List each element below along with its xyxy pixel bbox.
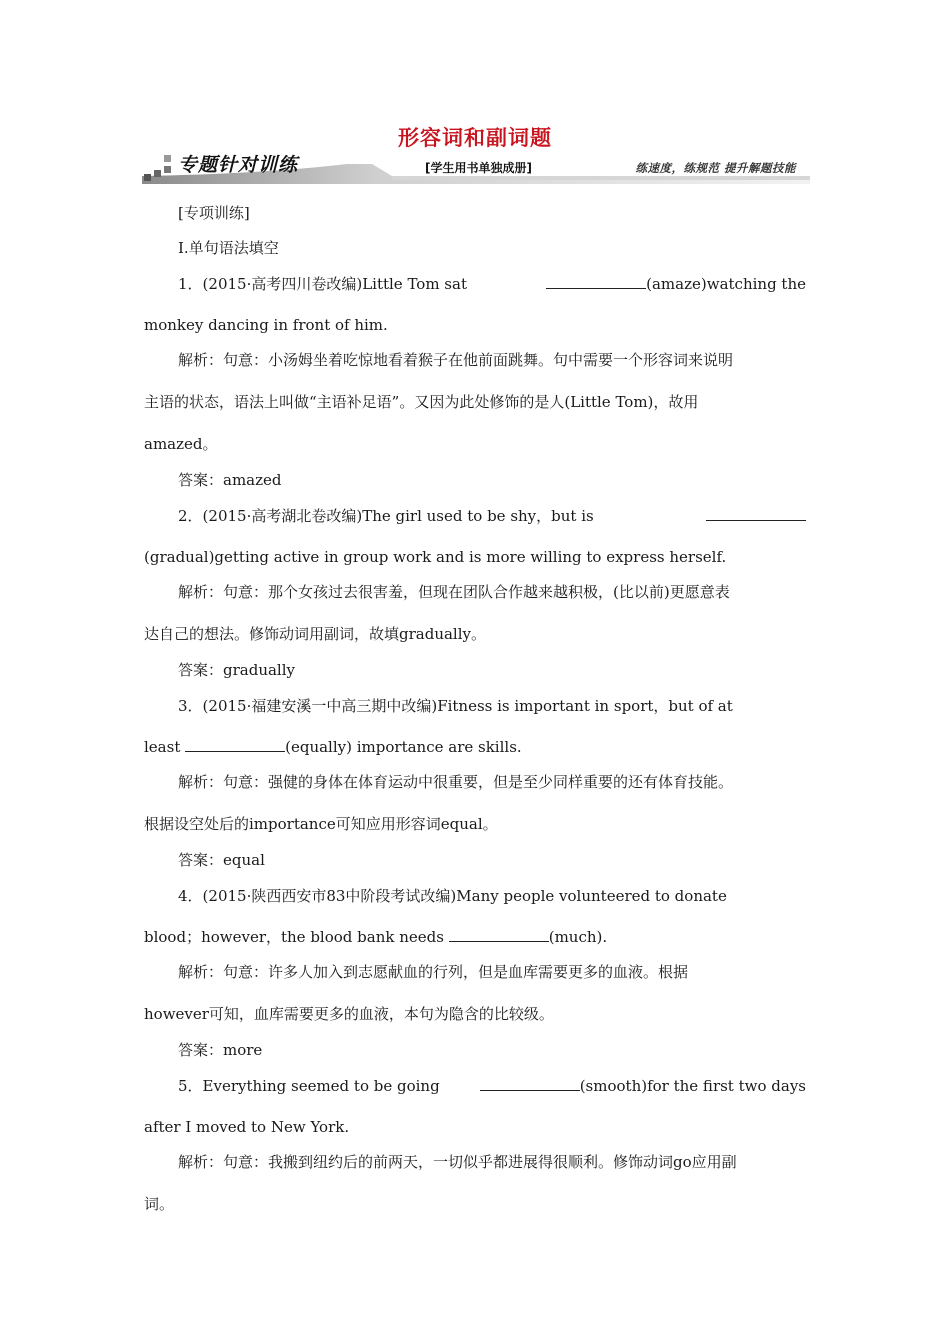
- banner-slogan: 练速度，练规范 提升解题技能: [635, 161, 796, 175]
- answer-3: 答案：equal: [178, 851, 265, 869]
- analysis-4-line-2: however可知，血库需要更多的血液，本句为隐含的比较级。: [144, 1005, 554, 1023]
- question-4-line-1: 4．(2015·陕西西安市83中阶段考试改编)Many people volunteered to donate: [178, 887, 727, 905]
- question-5-line-1: [178, 1075, 806, 1097]
- answer-blank: [449, 926, 549, 942]
- page-title: 形容词和副词题: [398, 126, 552, 150]
- question-2-line-1: [178, 505, 806, 527]
- answer-blank: [546, 273, 646, 289]
- question-4-text: blood；however，the blood bank needs: [144, 928, 444, 946]
- answer-blank: [185, 736, 285, 752]
- answer-blank: [706, 505, 806, 521]
- part-title: Ⅰ.单句语法填空: [178, 239, 279, 257]
- question-4-line-2: [144, 926, 806, 948]
- analysis-2-line-2: 达自己的想法。修饰动词用副词，故填gradually。: [144, 625, 486, 643]
- analysis-1-line-3: amazed。: [144, 435, 218, 453]
- analysis-4-line-1: 解析：句意：许多人加入到志愿献血的行列，但是血库需要更多的血液。根据: [178, 963, 689, 981]
- question-5-text: 5．Everything seemed to be going: [178, 1077, 440, 1095]
- answer-blank: [480, 1075, 580, 1091]
- question-1-line-1: [178, 273, 806, 295]
- answer-2: 答案：gradually: [178, 661, 295, 679]
- answer-1: 答案：amazed: [178, 471, 282, 489]
- banner-note: [学生用书单独成册]: [425, 161, 532, 175]
- question-4-hint: (much).: [548, 928, 608, 946]
- question-5-line-2: after I moved to New York.: [144, 1118, 350, 1136]
- section-banner: [142, 150, 810, 184]
- question-3-line-2: [144, 736, 806, 758]
- analysis-1-line-2: 主语的状态，语法上叫做“主语补足语”。又因为此处修饰的是人(Little Tom)，故用: [144, 393, 699, 411]
- question-2-text: 2．(2015·高考湖北卷改编)The girl used to be shy，but is: [178, 507, 594, 525]
- question-3-text: least: [144, 738, 181, 756]
- question-1-hint: (amaze)watching the: [646, 275, 806, 293]
- question-5-hint: (smooth)for the first two days: [579, 1077, 806, 1095]
- section-tag: [专项训练]: [178, 204, 250, 222]
- answer-4: 答案：more: [178, 1041, 263, 1059]
- analysis-5-line-2: 词。: [144, 1195, 175, 1213]
- analysis-3-line-2: 根据设空处后的importance可知应用形容词equal。: [144, 815, 498, 833]
- analysis-5-line-1: 解析：句意：我搬到纽约后的前两天，一切似乎都进展得很顺利。修饰动词go应用副: [178, 1153, 737, 1171]
- analysis-3-line-1: 解析：句意：强健的身体在体育运动中很重要，但是至少同样重要的还有体育技能。: [178, 773, 734, 791]
- question-3-hint: (equally) importance are skills.: [285, 738, 522, 756]
- question-1-line-2: monkey dancing in front of him.: [144, 316, 388, 334]
- question-1-text: 1．(2015·高考四川卷改编)Little Tom sat: [178, 275, 467, 293]
- banner-label: 专题针对训练: [178, 154, 299, 176]
- question-2-line-2: (gradual)getting active in group work and is more willing to express herself.: [144, 548, 727, 566]
- analysis-1-line-1: 解析：句意：小汤姆坐着吃惊地看着猴子在他前面跳舞。句中需要一个形容词来说明: [178, 351, 734, 369]
- analysis-2-line-1: 解析：句意：那个女孩过去很害羞，但现在团队合作越来越积极，(比以前)更愿意表: [178, 583, 730, 601]
- question-3-line-1: 3．(2015·福建安溪一中高三期中改编)Fitness is important in sport，but of at: [178, 697, 733, 715]
